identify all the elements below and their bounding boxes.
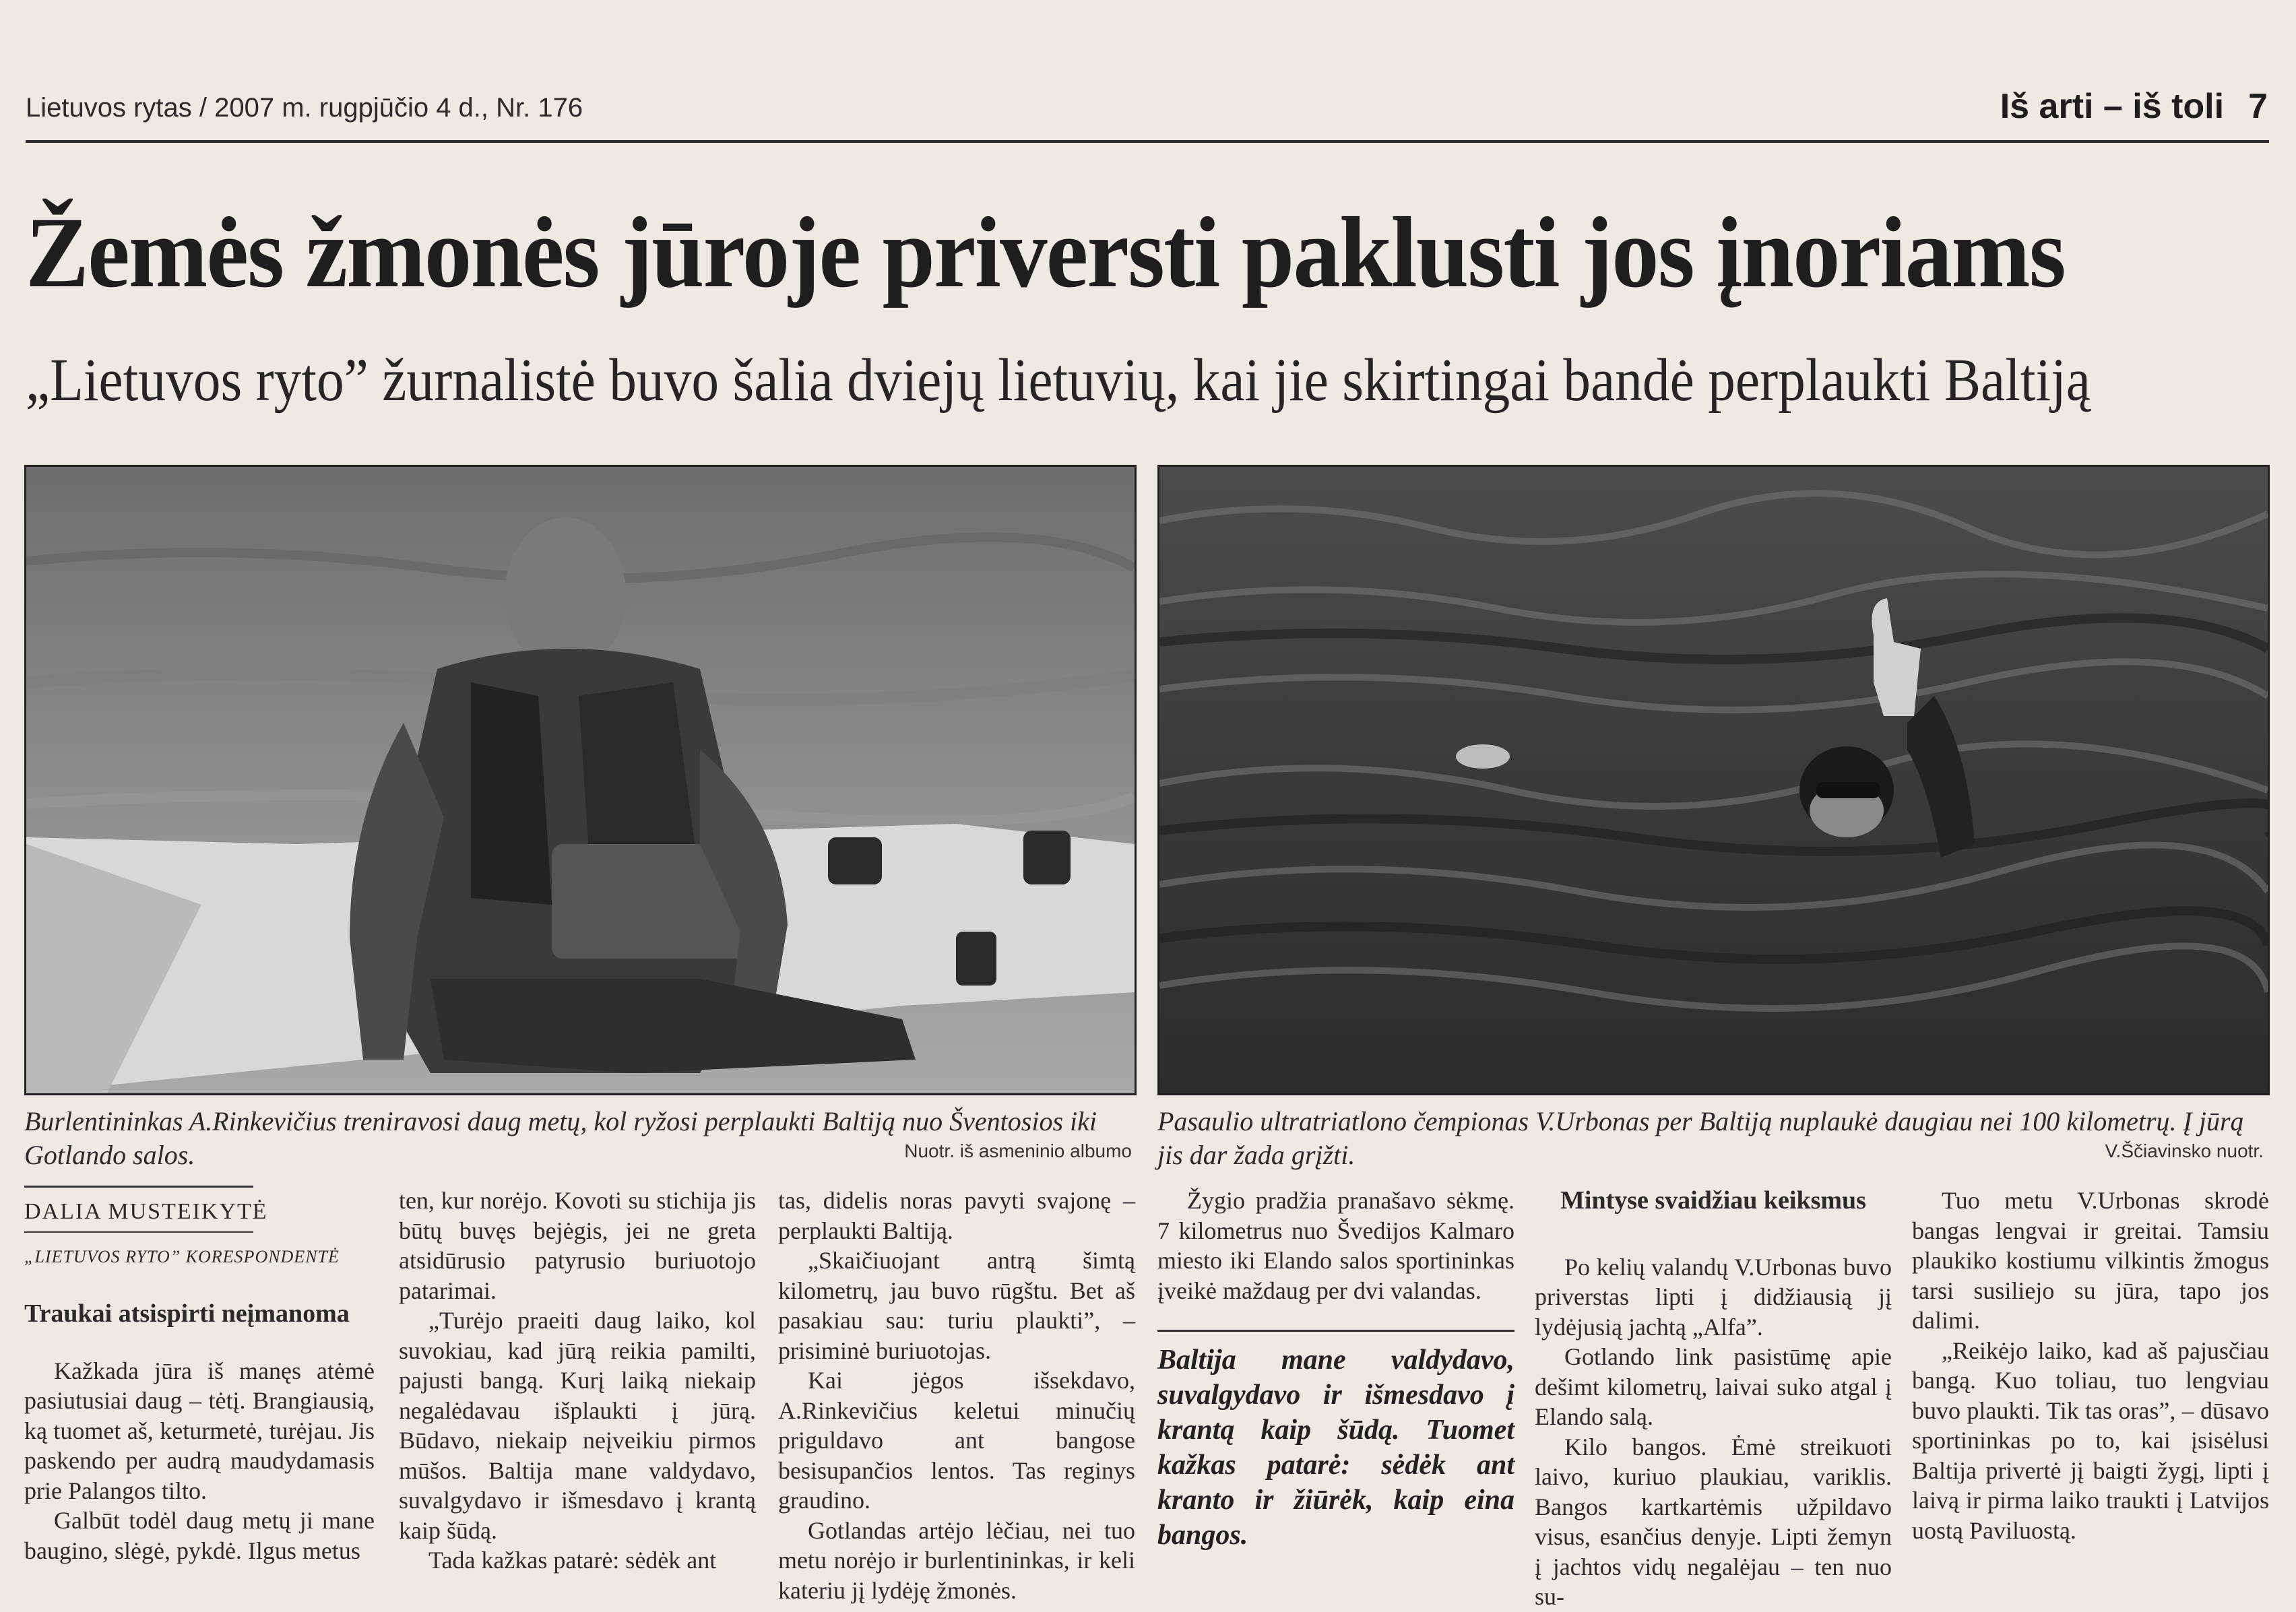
paragraph: Galbūt todėl daug metų ji mane baugino, slėgė, pykdė. Ilgus metus (24, 1507, 375, 1564)
section-header (2000, 86, 2268, 127)
paragraph: tas, didelis noras pavyti svajonę – perplaukti Baltiją. (778, 1187, 1135, 1244)
byline-rule-2 (24, 1231, 253, 1233)
header-rule (26, 140, 2269, 143)
paragraph: Gotlandas artėjo lėčiau, nei tuo metu norėjo ir burlentininkas, ir keli kateriu jį lydėję žmonės. (778, 1516, 1135, 1604)
photo2-caption: Pasaulio ultratriatlono čempionas V.Urbonas per Baltiją nuplaukė daugiau nei 100 kilometrų. Į jūrą jis dar žada grįžti. (1157, 1106, 2244, 1170)
byline-rule (24, 1186, 253, 1188)
photo-windsurfer (24, 465, 1137, 1095)
paragraph: „Turėjo praeiti daug laiko, kol suvokiau, kad jūrą reikia pamilti, pajusti bangą. Kurį laiką niekaip negalėdavau išplaukti į jūrą. Būdavo, niekaip neįveikiu pirmos mūšos. Baltija mane valdydavo, suvalgydavo ir išmesdavo į krantą kaip šūdą. (399, 1307, 756, 1544)
article-column-2 (399, 1186, 756, 1576)
paragraph: Kilo bangos. Ėmė streikuoti laivo, kuriuo plaukiau, variklis. Bangos kartkartėmis užpildavo visus, esančius denyje. Lipti žemyn į jachtos vidų negalėjau – ten nuo su- (1535, 1433, 1892, 1610)
page-number: 7 (2248, 87, 2268, 126)
subheading-1: Traukai atsispirti neįmanoma (24, 1299, 350, 1328)
photo1-credit: Nuotr. iš asmeninio albumo (904, 1140, 1132, 1161)
article-column-4 (1157, 1186, 1514, 1553)
author-name: DALIA MUSTEIKYTĖ (24, 1199, 268, 1224)
article-column-6 (1912, 1186, 2269, 1545)
photo2-credit: V.Ščiavinsko nuotr. (2105, 1140, 2264, 1161)
paragraph: Gotlando link pasistūmę apie dešimt kilometrų, laivai suko atgal į Elando salą. (1535, 1343, 1892, 1430)
subheadline: „Lietuvos ryto” žurnalistė buvo šalia dviejų lietuvių, kai jie skirtingai bandė perplaukti Baltiją (26, 347, 2091, 414)
section-title: Iš arti – iš toli (2000, 87, 2225, 126)
photo1-caption: Burlentininkas A.Rinkevičius treniravosi daug metų, kol ryžosi perplaukti Baltiją nuo Šventosios iki Gotlando salos. (24, 1106, 1097, 1170)
paragraph: Tuo metu V.Urbonas skrodė bangas lengvai ir greitai. Tamsiu plaukiko kostiumu vilkintis žmogus tarsi susiliejo su jūra, tapo jos dalimi. (1912, 1187, 2269, 1334)
subheading-2: Mintyse svaidžiau keiksmus (1560, 1186, 1866, 1215)
paragraph: „Skaičiuojant antrą šimtą kilometrų, jau buvo rūgštu. Bet aš pasakiau sau: turiu plaukti”, – prisiminė buriuotojas. (778, 1247, 1135, 1364)
publication-info: Lietuvos rytas / 2007 m. rugpjūčio 4 d., Nr. 176 (26, 93, 583, 123)
paragraph: Žygio pradžia pranašavo sėkmę. 7 kilometrus nuo Švedijos Kalmaro miesto iki Elando salos sportininkas įveikė maždaug per dvi valandas. (1157, 1187, 1514, 1304)
headline: Žemės žmonės jūroje priversti paklusti jos įnoriams (26, 197, 2065, 309)
article-column-3 (778, 1186, 1135, 1605)
paragraph: „Reikėjo laiko, kad aš pajusčiau bangą. Kuo toliau, tuo lengviau buvo plaukti. Tik tas oras”, – dūsavo sportininkas po to, kai įsisėlusi Baltija privertė jį baigti žygį, lipti į laivą ir pirma laiko traukti į Latvijos uostą Paviluostą. (1912, 1336, 2269, 1544)
pull-quote: Baltija mane valdydavo, suvalgydavo ir išmesdavo į krantą kaip šūdą. Tuomet kažkas patarė: sėdėk ant kranto ir žiūrėk, kaip eina bangos. (1157, 1345, 1514, 1551)
article-column-5 (1535, 1186, 1892, 1612)
paragraph: ten, kur norėjo. Kovoti su stichija jis būtų buvęs bejėgis, jei ne greta atsidūrusio patyrusio buriuotojo patarimai. (399, 1187, 756, 1304)
photo-swimmer (1157, 465, 2270, 1095)
article-column-1 (24, 1186, 375, 1566)
paragraph: Kai jėgos išsekdavo, A.Rinkevičius keletui minučių priguldavo ant bangose besisupančios lentos. Tas reginys graudino. (778, 1367, 1135, 1514)
paragraph: Tada kažkas patarė: sėdėk ant (428, 1547, 717, 1574)
author-role: „LIETUVOS RYTO” KORESPONDENTĖ (24, 1246, 340, 1266)
paragraph: Po kelių valandų V.Urbonas buvo priverstas lipti į didžiausią jį lydėjusią jachtą „Alfa”. (1535, 1253, 1892, 1341)
paragraph: Kažkada jūra iš manęs atėmė pasiutusiai daug – tėtį. Brangiausią, ką tuomet aš, keturmetė, turėjau. Jis paskendo per audrą maudydamasis prie Palangos tilto. (24, 1357, 375, 1504)
pull-quote-rule (1157, 1330, 1514, 1332)
